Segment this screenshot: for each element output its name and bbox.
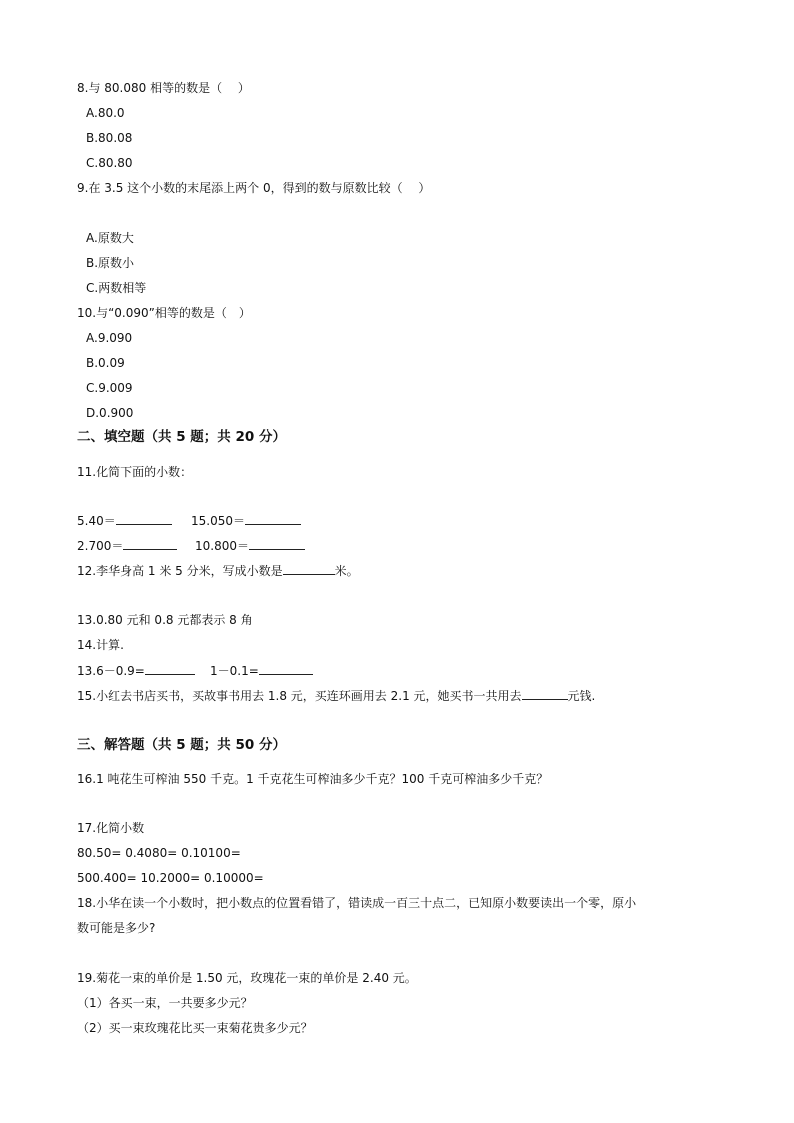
question-8-option-b: B.80.08 — [86, 131, 133, 145]
question-13-text: 13.0.80 元和 0.8 元都表示 8 角 — [77, 613, 253, 627]
question-14-part-a — [77, 662, 195, 679]
question-11-row-2-b — [195, 537, 305, 554]
question-15 — [77, 687, 595, 704]
question-19-stem: 19.菊花一束的单价是 1.50 元，玫瑰花一束的单价是 2.40 元。 — [77, 971, 417, 985]
question-10-option-d: D.0.900 — [86, 406, 134, 420]
question-17-line-1: 80.50= 0.4080= 0.10100= — [77, 846, 241, 860]
question-19-sub-1: （1）各买一束，一共要多少元？ — [77, 996, 253, 1010]
question-11-row-2-a — [77, 537, 177, 554]
question-11-row-1-a — [77, 512, 172, 529]
question-15-text: 15.小红去书店买书，买故事书用去 1.8 元，买连环画用去 2.1 元，她买书一共用去 — [77, 689, 522, 703]
answer-blank — [259, 662, 313, 675]
question-14-part-b — [210, 662, 313, 679]
question-8-option-c: C.80.80 — [86, 156, 133, 170]
question-14-stem: 14.计算. — [77, 638, 124, 652]
question-14-part-a-label: 13.6－0.9= — [77, 664, 145, 678]
answer-blank — [145, 662, 195, 675]
section-3-heading: 三、解答题（共 5 题；共 50 分） — [77, 737, 286, 753]
question-11-row-1-b-label: 15.050＝ — [191, 514, 245, 528]
answer-blank — [123, 537, 177, 550]
question-11-row-1-a-label: 5.40＝ — [77, 514, 116, 528]
question-12-unit: 米。 — [334, 564, 359, 578]
question-9-stem: 9.在 3.5 这个小数的末尾添上两个 0，得到的数与原数比较（ ） — [77, 181, 431, 195]
question-15-unit: 元钱. — [567, 689, 596, 703]
question-18-line-1: 18.小华在读一个小数时，把小数点的位置看错了，错读成一百三十点二，已知原小数要读出一个零，原小 — [77, 896, 637, 910]
question-14-part-b-label: 1－0.1= — [210, 664, 259, 678]
question-17-stem: 17.化简小数 — [77, 821, 145, 835]
answer-blank — [522, 687, 568, 700]
question-10-stem: 10.与“0.090”相等的数是（ ） — [77, 306, 251, 320]
answer-blank — [283, 562, 335, 575]
question-11-row-2-b-label: 10.800＝ — [195, 539, 249, 553]
answer-blank — [116, 512, 172, 525]
question-19-sub-2: （2）买一束玫瑰花比买一束菊花贵多少元？ — [77, 1021, 313, 1035]
question-12-text: 12.李华身高 1 米 5 分米，写成小数是 — [77, 564, 283, 578]
answer-blank — [249, 537, 305, 550]
question-10-option-b: B.0.09 — [86, 356, 125, 370]
section-2-heading: 二、填空题（共 5 题；共 20 分） — [77, 429, 286, 445]
question-12 — [77, 562, 359, 579]
question-17-line-2: 500.400= 10.2000= 0.10000= — [77, 871, 264, 885]
question-10-option-c: C.9.009 — [86, 381, 133, 395]
question-10-option-a: A.9.090 — [86, 331, 133, 345]
question-9-option-b: B.原数小 — [86, 256, 135, 270]
question-11-stem: 11.化简下面的小数： — [77, 465, 193, 479]
question-11-row-2-a-label: 2.700＝ — [77, 539, 124, 553]
question-8-stem: 8.与 80.080 相等的数是（ ） — [77, 81, 250, 95]
question-18-line-2: 数可能是多少? — [77, 921, 156, 935]
question-9-option-a: A.原数大 — [86, 231, 134, 245]
question-9-option-c: C.两数相等 — [86, 281, 147, 295]
question-16-text: 16.1 吨花生可榨油 550 千克。1 千克花生可榨油多少千克？100 千克可榨油多少千克？ — [77, 772, 549, 786]
answer-blank — [245, 512, 301, 525]
question-11-row-1-b — [191, 512, 301, 529]
question-8-option-a: A.80.0 — [86, 106, 125, 120]
